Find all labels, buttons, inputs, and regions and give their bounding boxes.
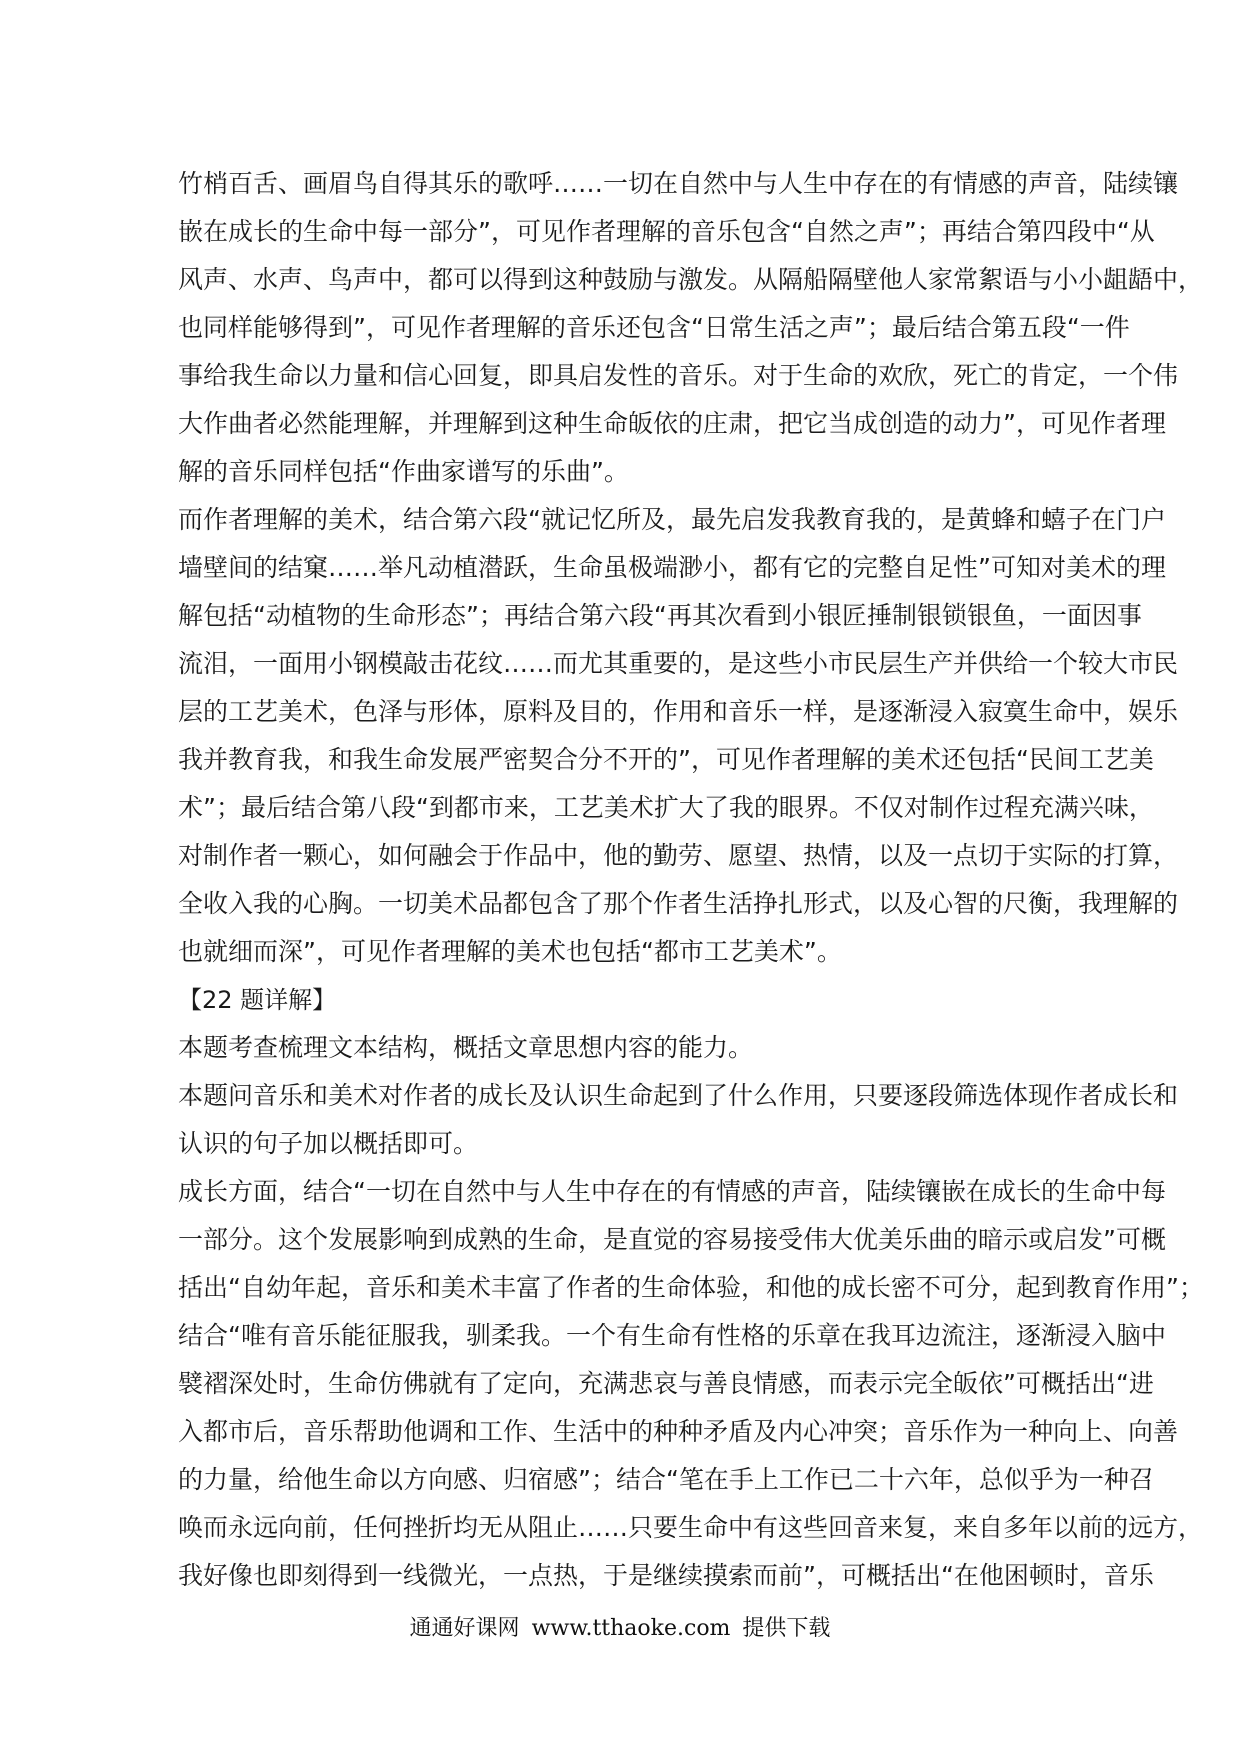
text-line: 解包括“动植物的生命形态”；再结合第六段“再其次看到小银匠捶制银锁银鱼，一面因事 — [178, 601, 1142, 630]
text-line: 唤而永远向前，任何挫折均无从阻止……只要生命中有这些回音来复，来自多年以前的远方， — [178, 1513, 1204, 1542]
text-line: 嵌在成长的生命中每一部分”，可见作者理解的音乐包含“自然之声”；再结合第四段中“从 — [178, 217, 1155, 246]
text-line: 竹梢百舌、画眉鸟自得其乐的歌呼……一切在自然中与人生中存在的有情感的声音，陆续镶 — [178, 169, 1179, 198]
text-line: 我好像也即刻得到一线微光，一点热，于是继续摸索而前”，可概括出“在他困顿时，音乐 — [178, 1561, 1154, 1590]
text-line: 本题考查梳理文本结构，概括文章思想内容的能力。 — [178, 1033, 754, 1062]
text-line: 墙壁间的结窠……举凡动植潜跃，生命虽极端渺小，都有它的完整自足性”可知对美术的理 — [178, 553, 1166, 582]
text-line: 成长方面，结合“一切在自然中与人生中存在的有情感的声音，陆续镶嵌在成长的生命中每 — [178, 1177, 1166, 1206]
text-line: 也就细而深”，可见作者理解的美术也包括“都市工艺美术”。 — [178, 937, 842, 966]
text-line: 大作曲者必然能理解，并理解到这种生命皈依的庄肃，把它当成创造的动力”，可见作者理 — [178, 409, 1166, 438]
text-line: 流泪，一面用小钢模敲击花纹……而尤其重要的，是这些小市民层生产并供给一个较大市民 — [178, 649, 1179, 678]
page-footer — [0, 1614, 1240, 1644]
text-line: 全收入我的心胸。一切美术品都包含了那个作者生活挣扎形式，以及心智的尺衡，我理解的 — [178, 889, 1179, 918]
footer-site-name: 通通好课网 — [409, 1616, 520, 1641]
text-line: 而作者理解的美术，结合第六段“就记忆所及，最先启发我教育我的，是黄蜂和蟢子在门户 — [178, 505, 1166, 534]
text-line: 术”；最后结合第八段“到都市来，工艺美术扩大了我的眼界。不仅对制作过程充满兴味， — [178, 793, 1154, 822]
footer-url[interactable]: www.tthaoke.com — [531, 1616, 731, 1641]
body-text — [178, 160, 1204, 1600]
text-line: 认识的句子加以概括即可。 — [178, 1129, 479, 1158]
text-line: 层的工艺美术，色泽与形体，原料及目的，作用和音乐一样，是逐渐浸入寂寞生命中，娱乐 — [178, 697, 1179, 726]
text-line: 本题问音乐和美术对作者的成长及认识生命起到了什么作用，只要逐段筛选体现作者成长和 — [178, 1081, 1179, 1110]
text-line: 也同样能够得到”，可见作者理解的音乐还包含“日常生活之声”；最后结合第五段“一件 — [178, 313, 1130, 342]
text-line: 结合“唯有音乐能征服我，驯柔我。一个有生命有性格的乐章在我耳边流注，逐渐浸入脑中 — [178, 1321, 1166, 1350]
footer-note: 提供下载 — [742, 1616, 831, 1641]
text-line: 我并教育我，和我生命发展严密契合分不开的”，可见作者理解的美术还包括“民间工艺美 — [178, 745, 1154, 774]
text-line: 事给我生命以力量和信心回复，即具启发性的音乐。对于生命的欢欣，死亡的肯定，一个伟 — [178, 361, 1179, 390]
text-line: 入都市后，音乐帮助他调和工作、生活中的种种矛盾及内心冲突；音乐作为一种向上、向善 — [178, 1417, 1179, 1446]
text-line: 括出“自幼年起，音乐和美术丰富了作者的生命体验，和他的成长密不可分，起到教育作用”； — [178, 1273, 1204, 1302]
text-line: 襞褶深处时，生命仿佛就有了定向，充满悲哀与善良情感，而表示完全皈依”可概括出“进 — [178, 1369, 1154, 1398]
text-line: 风声、水声、鸟声中，都可以得到这种鼓励与激发。从隔船隔壁他人家常絮语与小小龃龉中， — [178, 265, 1204, 294]
text-line: 一部分。这个发展影响到成熟的生命，是直觉的容易接受伟大优美乐曲的暗示或启发”可概 — [178, 1225, 1166, 1254]
text-line: 解的音乐同样包括“作曲家谱写的乐曲”。 — [178, 457, 629, 486]
text-line: 对制作者一颗心，如何融会于作品中，他的勤劳、愿望、热情，以及一点切于实际的打算， — [178, 841, 1179, 870]
section-heading: 【22 题详解】 — [178, 986, 337, 1014]
text-line: 的力量，给他生命以方向感、归宿感”；结合“笔在手上工作已二十六年，总似乎为一种召 — [178, 1465, 1154, 1494]
